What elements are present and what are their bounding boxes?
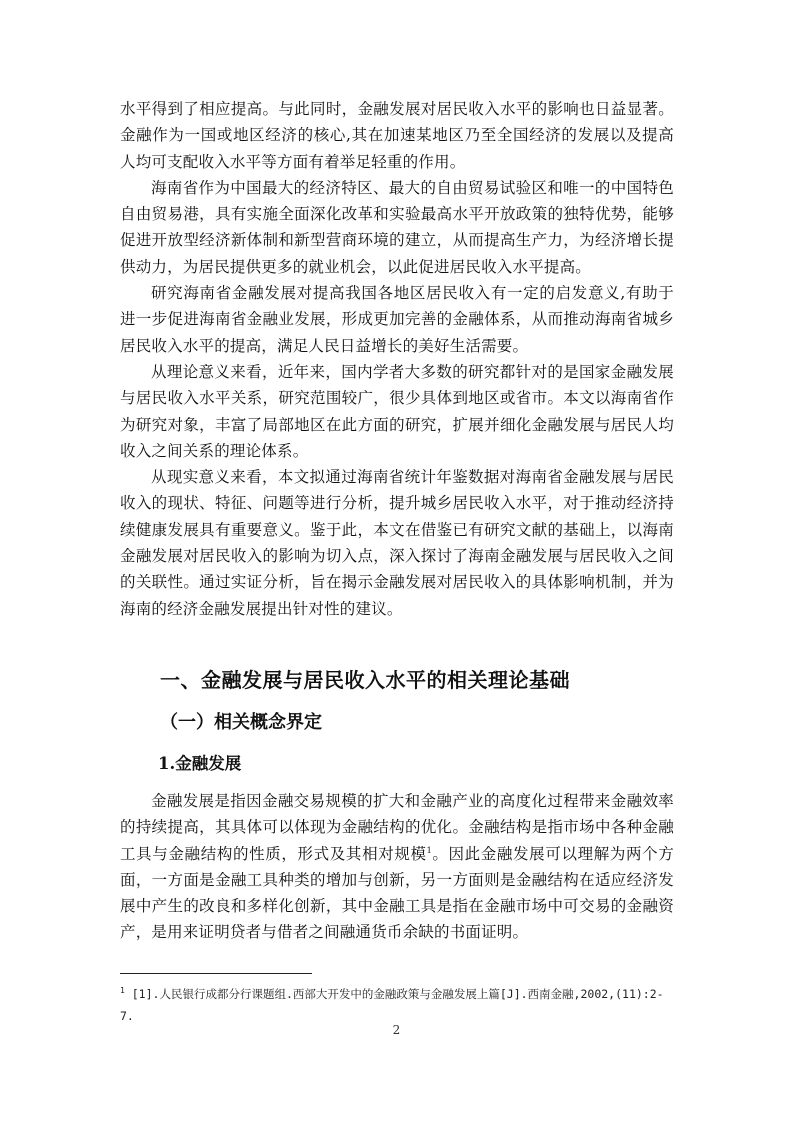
footnote-divider bbox=[120, 973, 312, 974]
section-heading: 一、金融发展与居民收入水平的相关理论基础 bbox=[160, 668, 570, 692]
paragraph-financial-development bbox=[120, 788, 674, 946]
footnote-text: [1].人民银行成都分行课题组.西部大开发中的金融政策与金融发展上篇[J].西南金融,2002,(11):2-7. bbox=[120, 987, 664, 1023]
paragraph-practical-significance: 从现实意义来看，本文拟通过海南省统计年鉴数据对海南省金融发展与居民收入的现状、特征、问题等进行分析，提升城乡居民收入水平，对于推动经济持续健康发展具有重要意义。鉴于此，本文在借鉴已有研究文献的基础上，以海南金融发展对居民收入的影响为切入点，深入探讨了海南金融发展与居民收入之间的关联性。通过实证分析，旨在揭示金融发展对居民收入的具体影响机制，并为海南的经济金融发展提出针对性的建议。 bbox=[120, 468, 674, 618]
footnote-mark: 1 bbox=[120, 986, 125, 996]
page-number: 2 bbox=[392, 1023, 401, 1037]
definition-text-block bbox=[120, 788, 674, 946]
footnote bbox=[120, 983, 676, 1027]
footnote-reference-mark[interactable]: 1 bbox=[426, 845, 432, 855]
paragraph-hainan-advantages: 海南省作为中国最大的经济特区、最大的自由贸易试验区和唯一的中国特色自由贸易港，具有实施全面深化改革和实验最高水平开放政策的独特优势，能够促进开放型经济新体制和新型营商环境的建立，从而提高生产力，为经济增长提供动力，为居民提供更多的就业机会，以此促进居民收入水平提高。 bbox=[120, 178, 674, 276]
paragraph-continued: 水平得到了相应提高。与此同时，金融发展对居民收入水平的影响也日益显著。金融作为一国或地区经济的核心,其在加速某地区乃至全国经济的发展以及提高人均可支配收入水平等方面有着举足轻重的作用。 bbox=[120, 100, 674, 171]
subsection-heading: （一）相关概念界定 bbox=[160, 712, 322, 733]
paragraph-part-after-note: 。因此金融发展可以理解为两个方面，一方面是金融工具种类的增加与创新，另一方面则是金融结构在适应经济发展中产生的改良和多样化创新，其中金融工具是指在金融市场中可交易的金融资产，是用来证明贷者与借者之间融通货币余缺的书面证明。 bbox=[120, 844, 674, 942]
paragraph-part-before-note: 金融发展是指因金融交易规模的扩大和金融产业的高度化过程带来金融效率的持续提高，其具体可以体现为金融结构的优化。金融结构是指市场中各种金融工具与金融结构的性质，形式及其相对规模 bbox=[120, 792, 674, 863]
paragraph-theoretical-significance: 从理论意义来看，近年来，国内学者大多数的研究都针对的是国家金融发展与居民收入水平关系，研究范围较广，很少具体到地区或省市。本文以海南省作为研究对象，丰富了局部地区在此方面的研究，扩展并细化金融发展与居民人均收入之间关系的理论体系。 bbox=[120, 362, 674, 460]
intro-text-block bbox=[120, 96, 674, 622]
subsubsection-heading: 1.金融发展 bbox=[158, 754, 242, 773]
paragraph-research-significance: 研究海南省金融发展对提高我国各地区居民收入有一定的启发意义,有助于进一步促进海南省金融业发展，形成更加完善的金融体系，从而推动海南省城乡居民收入水平的提高，满足人民日益增长的美好生活需要。 bbox=[120, 284, 674, 355]
